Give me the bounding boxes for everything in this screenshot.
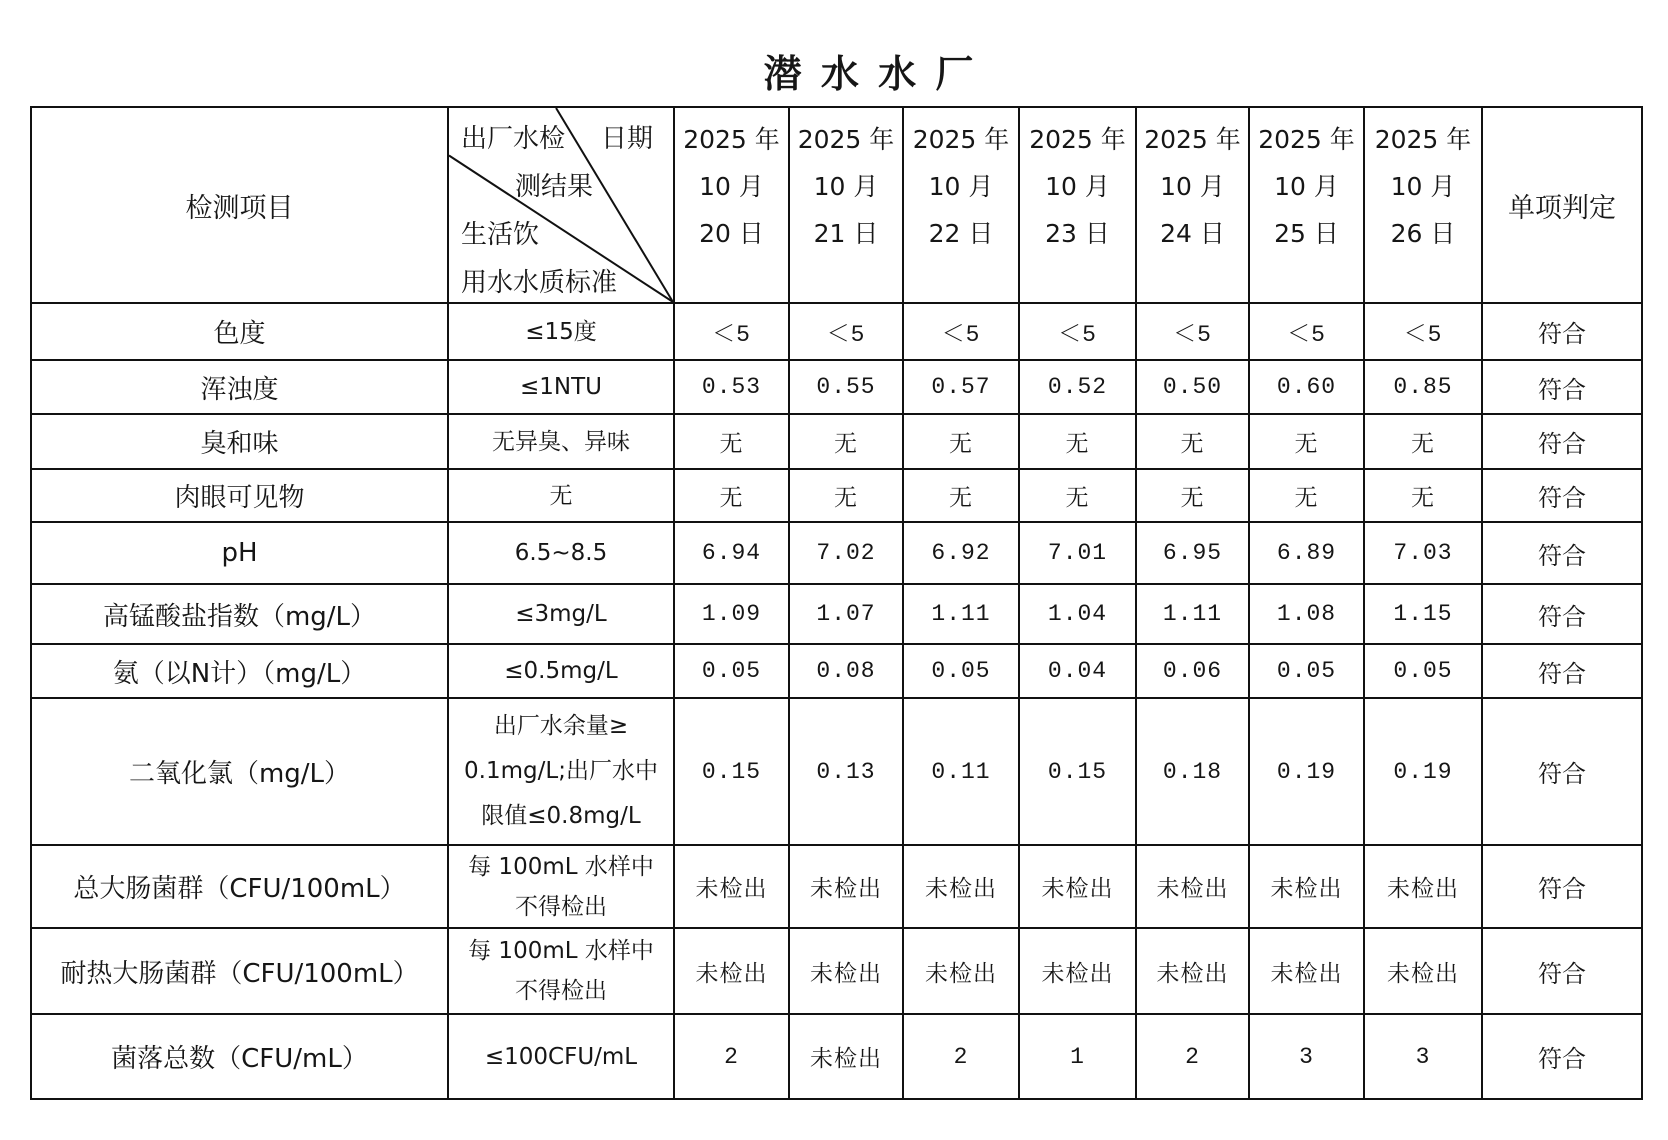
test-item-name: 耐热大肠菌群（CFU/100mL） [31,928,448,1014]
judgement-result: 符合 [1482,1014,1642,1099]
header-date-day: 22 日 [928,219,994,248]
test-result: 未检出 [1136,928,1249,1014]
test-result: 3 [1249,1014,1364,1099]
test-result: 无 [1019,414,1136,469]
test-item-name: 色度 [31,303,448,360]
judgement-result: 符合 [1482,360,1642,414]
judgement-result: 符合 [1482,928,1642,1014]
test-result: 无 [1364,414,1482,469]
test-result: 0.08 [789,644,903,698]
test-result: 无 [1249,469,1364,522]
table-row [31,845,1642,928]
standard-limit-line: ≤1NTU [520,374,602,400]
judgement-result: 符合 [1482,845,1642,928]
header-date-year: 2025 年 [1029,125,1126,154]
test-result: 未检出 [903,928,1019,1014]
standard-limit-line: ≤3mg/L [515,601,607,627]
header-date-month: 10 月 [1390,172,1456,201]
test-result: 无 [1364,469,1482,522]
standard-limit [448,584,674,644]
test-result: 无 [789,414,903,469]
test-item-name: 高锰酸盐指数（mg/L） [31,584,448,644]
test-result: 0.52 [1019,360,1136,414]
judgement-result: 符合 [1482,522,1642,584]
test-result: 未检出 [674,845,789,928]
standard-limit-line: 限值≤0.8mg/L [481,803,641,829]
test-item-name: 菌落总数（CFU/mL） [31,1014,448,1099]
test-result: 0.55 [789,360,903,414]
header-date-year: 2025 年 [1144,125,1241,154]
standard-limit-line: ≤0.5mg/L [504,658,618,684]
header-row [31,107,1642,303]
table-row [31,522,1642,584]
header-date-day: 21 日 [813,219,879,248]
header-date [789,107,903,303]
water-quality-table [30,106,1643,1100]
header-diagonal-cell [448,107,674,303]
header-judgement: 单项判定 [1482,107,1642,303]
test-result: 2 [674,1014,789,1099]
test-result: 未检出 [1249,845,1364,928]
header-diag-middle: 测结果 [515,172,594,202]
judgement-result: 符合 [1482,584,1642,644]
standard-limit [448,414,674,469]
test-result: 6.89 [1249,522,1364,584]
test-result: ＜5 [1364,303,1482,360]
test-result: 6.94 [674,522,789,584]
test-result: 2 [1136,1014,1249,1099]
header-date [1364,107,1482,303]
test-result: 0.50 [1136,360,1249,414]
test-item-name: 肉眼可见物 [31,469,448,522]
test-result: 0.18 [1136,698,1249,845]
test-result: 6.95 [1136,522,1249,584]
test-result: 0.57 [903,360,1019,414]
test-result: 0.04 [1019,644,1136,698]
standard-limit [448,845,674,928]
test-result: 未检出 [1136,845,1249,928]
header-date-year: 2025 年 [797,125,895,154]
standard-limit-line: 不得检出 [515,978,607,1004]
header-date [1249,107,1364,303]
test-result: 无 [674,469,789,522]
header-test-item: 检测项目 [31,107,448,303]
test-result: ＜5 [903,303,1019,360]
test-result: 2 [903,1014,1019,1099]
header-date-month: 10 月 [1160,172,1225,201]
test-result: 无 [1249,414,1364,469]
test-result: 未检出 [789,928,903,1014]
table-row [31,698,1642,845]
judgement-result: 符合 [1482,698,1642,845]
header-date-month: 10 月 [928,172,994,201]
standard-limit-line: ≤100CFU/mL [484,1043,638,1070]
table-row [31,1014,1642,1099]
table-body [31,303,1642,1099]
test-result: ＜5 [1249,303,1364,360]
table-row [31,644,1642,698]
test-result: 1.07 [789,584,903,644]
header-diag-date-label: 日期 [601,124,654,154]
judgement-result: 符合 [1482,414,1642,469]
test-result: 7.01 [1019,522,1136,584]
header-date-day: 23 日 [1045,219,1110,248]
test-result: 无 [903,414,1019,469]
table-row [31,928,1642,1014]
header-date-month: 10 月 [1274,172,1339,201]
header-date-month: 10 月 [1045,172,1110,201]
test-result: 0.15 [1019,698,1136,845]
standard-limit [448,469,674,522]
judgement-result: 符合 [1482,303,1642,360]
standard-limit-line: 6.5~8.5 [514,540,608,566]
test-result: 7.03 [1364,522,1482,584]
header-date [1136,107,1249,303]
table-row [31,469,1642,522]
page-title: 潜 水 水 厂 [763,52,977,96]
standard-limit-line: 不得检出 [515,893,607,920]
standard-limit [448,360,674,414]
test-item-name: 浑浊度 [31,360,448,414]
standard-limit [448,644,674,698]
test-result: 未检出 [789,845,903,928]
standard-limit-line: 无 [549,482,573,509]
test-result: 1 [1019,1014,1136,1099]
header-date-day: 20 日 [699,219,764,248]
test-result: 0.13 [789,698,903,845]
test-result: ＜5 [1136,303,1249,360]
test-result: 无 [1019,469,1136,522]
standard-limit-line: ≤15度 [525,318,597,345]
standard-limit-line: 无异臭、异味 [492,428,630,455]
test-result: 0.05 [1249,644,1364,698]
table-row [31,303,1642,360]
standard-limit [448,698,674,845]
test-result: 0.85 [1364,360,1482,414]
standard-limit [448,1014,674,1099]
judgement-result: 符合 [1482,644,1642,698]
test-result: 0.11 [903,698,1019,845]
header-date-day: 26 日 [1390,219,1456,248]
standard-limit-line: 每 100mL 水样中 [468,938,654,964]
test-result: 3 [1364,1014,1482,1099]
table-row [31,584,1642,644]
test-result: 未检出 [789,1014,903,1099]
test-result: 无 [789,469,903,522]
header-date-month: 10 月 [813,172,879,201]
test-result: 1.08 [1249,584,1364,644]
test-result: 未检出 [674,928,789,1014]
test-result: 0.06 [1136,644,1249,698]
test-result: 0.15 [674,698,789,845]
header-date-day: 25 日 [1274,219,1339,248]
standard-limit-line: 0.1mg/L;出厂水中 [464,758,658,784]
header-date [1019,107,1136,303]
test-result: 未检出 [1364,928,1482,1014]
header-date-year: 2025 年 [912,125,1010,154]
test-result: 未检出 [1019,845,1136,928]
test-result: 未检出 [1249,928,1364,1014]
test-result: 0.19 [1249,698,1364,845]
header-date-year: 2025 年 [683,125,780,154]
standard-limit-line: 每 100mL 水样中 [468,853,654,880]
standard-limit [448,522,674,584]
test-result: ＜5 [1019,303,1136,360]
test-result: 0.05 [903,644,1019,698]
standard-limit [448,928,674,1014]
test-result: 无 [674,414,789,469]
test-item-name: 二氧化氯（mg/L） [31,698,448,845]
test-result: 0.60 [1249,360,1364,414]
header-date [674,107,789,303]
test-result: 0.05 [1364,644,1482,698]
test-result: 1.04 [1019,584,1136,644]
test-item-name: pH [31,522,448,584]
table-row [31,360,1642,414]
test-result: 无 [1136,414,1249,469]
header-date-month: 10 月 [699,172,764,201]
table-row [31,414,1642,469]
standard-limit-line: 出厂水余量≥ [493,713,629,739]
test-result: 无 [903,469,1019,522]
test-result: 未检出 [1364,845,1482,928]
test-item-name: 臭和味 [31,414,448,469]
test-result: 1.11 [903,584,1019,644]
test-result: 1.09 [674,584,789,644]
test-result: 1.11 [1136,584,1249,644]
test-result: 7.02 [789,522,903,584]
test-result: 无 [1136,469,1249,522]
test-item-name: 总大肠菌群（CFU/100mL） [31,845,448,928]
test-result: 未检出 [1019,928,1136,1014]
test-result: ＜5 [789,303,903,360]
test-result: 0.19 [1364,698,1482,845]
header-date-day: 24 日 [1160,219,1225,248]
header-date-year: 2025 年 [1374,125,1472,154]
test-item-name: 氨（以N计）（mg/L） [31,644,448,698]
judgement-result: 符合 [1482,469,1642,522]
header-date [903,107,1019,303]
test-result: ＜5 [674,303,789,360]
test-result: 0.05 [674,644,789,698]
standard-limit [448,303,674,360]
test-result: 未检出 [903,845,1019,928]
test-result: 1.15 [1364,584,1482,644]
test-result: 6.92 [903,522,1019,584]
test-result: 0.53 [674,360,789,414]
header-date-year: 2025 年 [1258,125,1355,154]
header-diag-top-left: 出厂水检 [461,124,566,154]
header-diag-bottom-2: 用水水质标准 [461,268,618,298]
header-diag-bottom-1: 生活饮 [461,220,540,250]
